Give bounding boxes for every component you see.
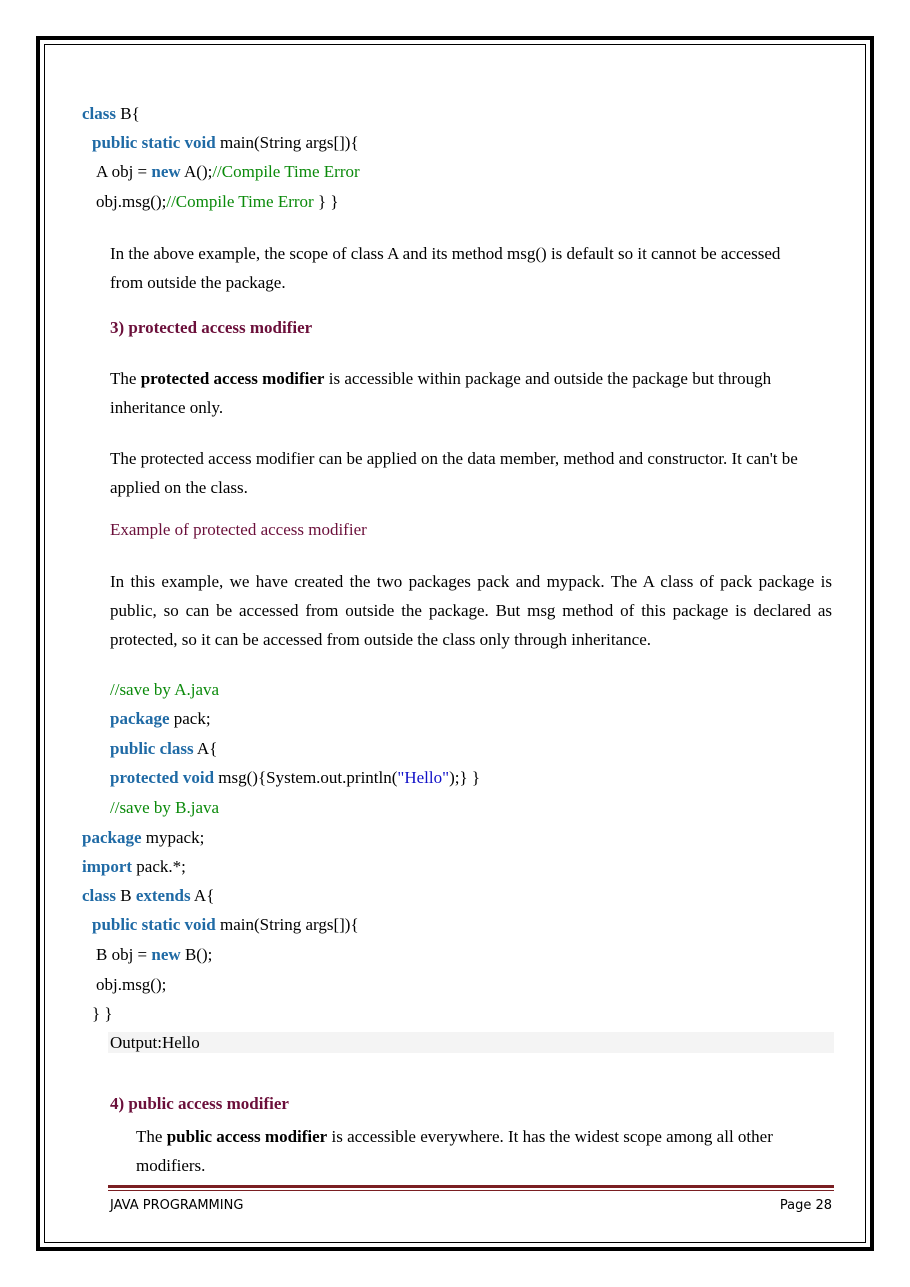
code-text: mypack; bbox=[141, 828, 205, 847]
code-keyword: public static void bbox=[92, 133, 216, 152]
code-keyword: import bbox=[82, 857, 133, 876]
code-text: B bbox=[116, 886, 136, 905]
code-text: main(String args[]){ bbox=[215, 915, 359, 934]
code-line bbox=[82, 856, 186, 878]
paragraph-text: is accessible within package and outside the package but through inheritance only. bbox=[110, 369, 772, 417]
code-comment: //save by A.java bbox=[110, 680, 220, 699]
code-string: "Hello" bbox=[397, 768, 450, 787]
paragraph-example: In this example, we have created the two packages pack and mypack. The A class of pack package is public, so can be accessed from outside the package. But msg method of this package is declared as protected, so it can be accessed from outside the class only through inheritance. bbox=[110, 572, 832, 649]
paragraph-text: is accessible everywhere. It has the widest scope among all other modifiers. bbox=[136, 1127, 773, 1175]
code-comment: //Compile Time Error bbox=[212, 162, 360, 181]
code-comment: //Compile Time Error bbox=[166, 192, 314, 211]
code-text: main(String args[]){ bbox=[215, 133, 359, 152]
code-text: } } bbox=[313, 192, 339, 211]
footer-rule-thick bbox=[108, 1185, 834, 1188]
code-line bbox=[82, 885, 214, 907]
code-keyword: new bbox=[151, 162, 181, 181]
code-text: );} } bbox=[449, 768, 481, 787]
output-background bbox=[108, 1032, 834, 1053]
footer-title: JAVA PROGRAMMING bbox=[110, 1198, 244, 1213]
code-text: A{ bbox=[193, 739, 218, 758]
heading-protected: 3) protected access modifier bbox=[110, 318, 313, 337]
code-text: } } bbox=[92, 1004, 113, 1023]
code-text: A{ bbox=[190, 886, 215, 905]
paragraph-text: The bbox=[136, 1127, 167, 1146]
page-number: Page 28 bbox=[779, 1198, 832, 1213]
code-line bbox=[96, 944, 212, 966]
code-keyword: public class bbox=[110, 739, 194, 758]
subheading-example: Example of protected access modifier bbox=[110, 520, 367, 539]
code-keyword: extends bbox=[135, 886, 191, 905]
code-line bbox=[110, 738, 217, 760]
code-keyword: public static void bbox=[92, 915, 216, 934]
code-line bbox=[110, 708, 211, 730]
paragraph-default-scope: In the above example, the scope of class A and its method msg() is default so it cannot be accessed from outside the package. bbox=[110, 244, 781, 292]
paragraph-bold: public access modifier bbox=[166, 1127, 328, 1146]
code-line bbox=[92, 914, 359, 936]
code-text: B(); bbox=[180, 945, 213, 964]
code-keyword: class bbox=[82, 104, 116, 123]
paragraph-protected-1 bbox=[110, 364, 834, 422]
code-keyword: new bbox=[151, 945, 181, 964]
code-text: obj.msg(); bbox=[96, 192, 167, 211]
paragraph-text: The bbox=[110, 369, 141, 388]
code-text: B{ bbox=[116, 104, 140, 123]
heading-public: 4) public access modifier bbox=[110, 1094, 289, 1113]
paragraph-public bbox=[136, 1122, 832, 1180]
code-line bbox=[96, 161, 360, 183]
code-line bbox=[82, 827, 204, 849]
code-keyword: package bbox=[82, 828, 142, 847]
code-text: A(); bbox=[180, 162, 213, 181]
code-text: A obj = bbox=[96, 162, 152, 181]
code-text: B obj = bbox=[96, 945, 152, 964]
code-line bbox=[110, 767, 480, 789]
code-line bbox=[96, 974, 166, 996]
code-keyword: protected void bbox=[110, 768, 215, 787]
code-keyword: class bbox=[82, 886, 116, 905]
code-comment: //save by B.java bbox=[110, 798, 220, 817]
code-line bbox=[92, 132, 359, 154]
code-text: pack.*; bbox=[132, 857, 186, 876]
code-text: obj.msg(); bbox=[96, 975, 167, 994]
code-line bbox=[92, 1003, 113, 1025]
code-line bbox=[82, 103, 140, 125]
paragraph-bold: protected access modifier bbox=[140, 369, 325, 388]
code-text: msg(){System.out.println( bbox=[214, 768, 398, 787]
code-line bbox=[96, 191, 339, 213]
code-text: pack; bbox=[169, 709, 211, 728]
paragraph-protected-2: The protected access modifier can be applied on the data member, method and constructor. It can't be applied on the class. bbox=[110, 449, 798, 497]
code-keyword: package bbox=[110, 709, 170, 728]
footer-rule-thin bbox=[108, 1190, 834, 1191]
output-text: Output:Hello bbox=[110, 1033, 200, 1052]
